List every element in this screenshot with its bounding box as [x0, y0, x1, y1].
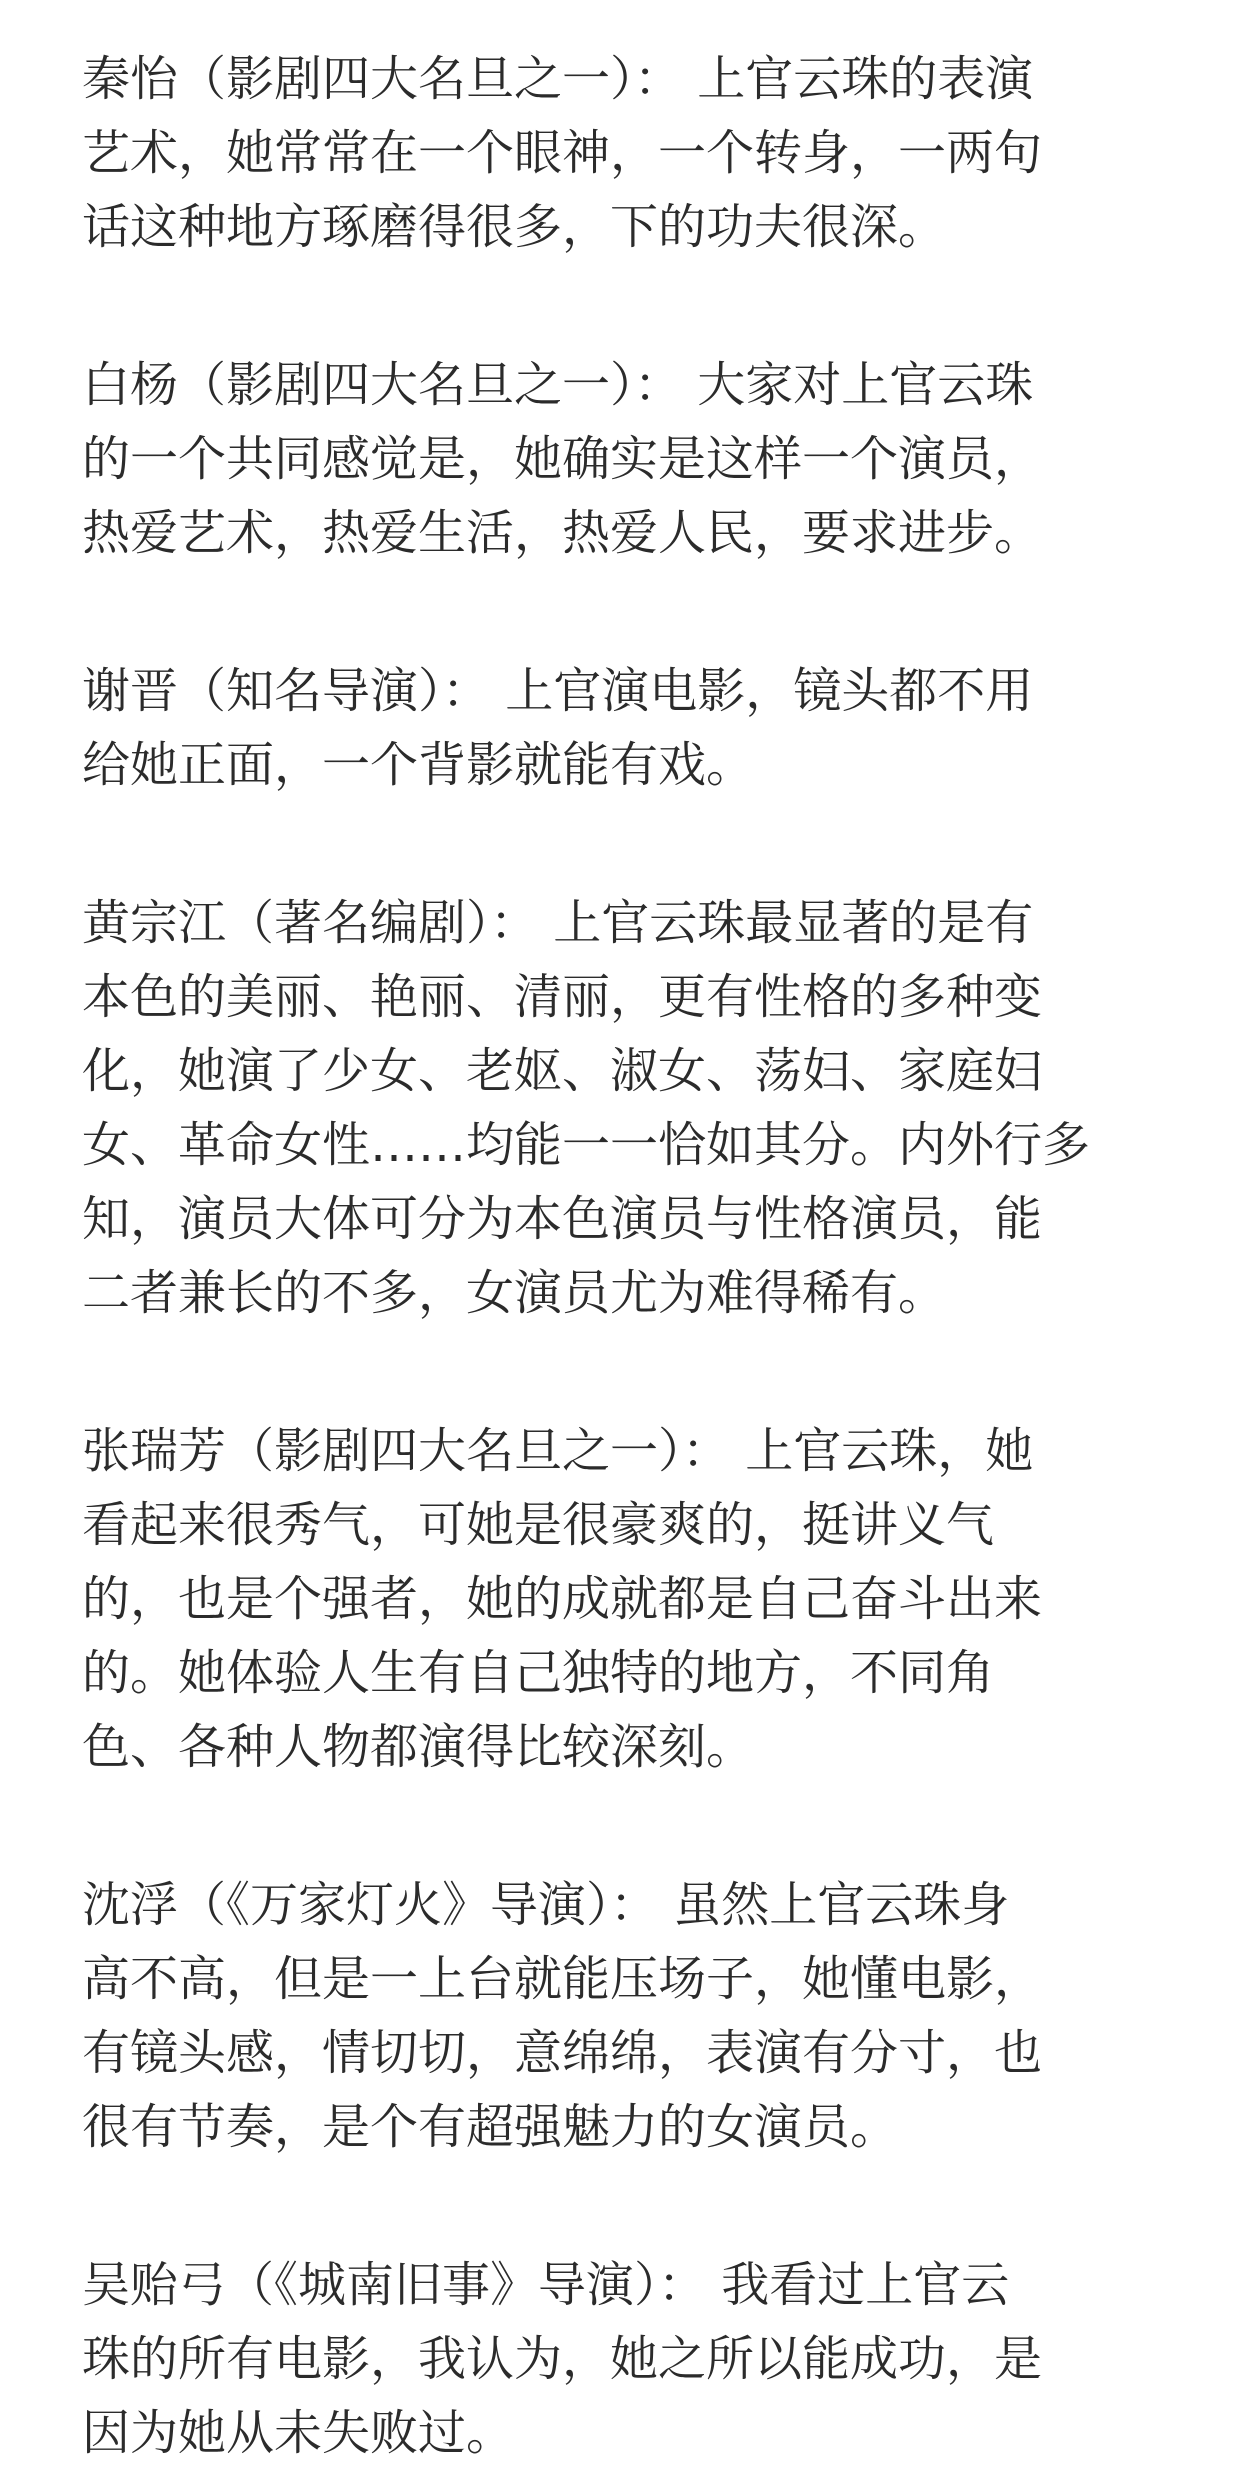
quote-line: 有镜头感，情切切，意绵绵，表演有分寸，也	[82, 2025, 1043, 2081]
quote-qin-yi	[82, 42, 1194, 264]
quote-line: 艺术，她常常在一个眼神，一个转身，一两句	[82, 125, 1043, 181]
quote-line: 因为她从未失败过。	[82, 2405, 515, 2461]
quote-line: 话这种地方琢磨得很多，下的功夫很深。	[82, 199, 947, 255]
quote-line: 谢晋（知名导演）： 上官演电影，镜头都不用	[82, 663, 1034, 719]
quote-line: 很有节奏，是个有超强魅力的女演员。	[82, 2099, 899, 2155]
quote-line: 二者兼长的不多，女演员尤为难得稀有。	[82, 1265, 947, 1321]
quote-line: 高不高，但是一上台就能压场子，她懂电影，	[82, 1951, 1043, 2007]
quote-line: 热爱艺术，热爱生活，热爱人民，要求进步。	[82, 505, 1043, 561]
quote-wu-yigong	[82, 2248, 1194, 2470]
quote-line: 本色的美丽、艳丽、清丽，更有性格的多种变	[82, 969, 1043, 1025]
quote-line: 化，她演了少女、老妪、淑女、荡妇、家庭妇	[82, 1043, 1043, 1099]
quote-line: 吴贻弓（《城南旧事》导演）： 我看过上官云	[82, 2257, 1010, 2313]
quote-line: 沈浮（《万家灯火》导演）： 虽然上官云珠身	[82, 1877, 1010, 1933]
quote-line: 张瑞芳（影剧四大名旦之一）： 上官云珠，她	[82, 1423, 1034, 1479]
quote-line: 的。她体验人生有自己独特的地方，不同角	[82, 1645, 995, 1701]
quote-xie-jin	[82, 654, 1194, 802]
quote-line: 的，也是个强者，她的成就都是自己奋斗出来	[82, 1571, 1043, 1627]
quote-line: 知，演员大体可分为本色演员与性格演员，能	[82, 1191, 1043, 1247]
quote-line: 珠的所有电影，我认为，她之所以能成功，是	[82, 2331, 1043, 2387]
quote-line: 白杨（影剧四大名旦之一）： 大家对上官云珠	[82, 357, 1034, 413]
quote-huang-zongjiang	[82, 886, 1194, 1330]
quote-line: 黄宗江（著名编剧）： 上官云珠最显著的是有	[82, 895, 1034, 951]
quote-line: 给她正面，一个背影就能有戏。	[82, 737, 755, 793]
quote-bai-yang	[82, 348, 1194, 570]
quote-line: 看起来很秀气，可她是很豪爽的，挺讲义气	[82, 1497, 995, 1553]
quote-line: 的一个共同感觉是，她确实是这样一个演员，	[82, 431, 1043, 487]
quote-shen-fu	[82, 1868, 1194, 2164]
quote-line: 秦怡（影剧四大名旦之一）： 上官云珠的表演	[82, 51, 1034, 107]
quote-zhang-ruifang	[82, 1414, 1194, 1784]
quote-line: 女、革命女性……均能一一恰如其分。内外行多	[82, 1117, 1091, 1173]
quote-line: 色、各种人物都演得比较深刻。	[82, 1719, 755, 1775]
